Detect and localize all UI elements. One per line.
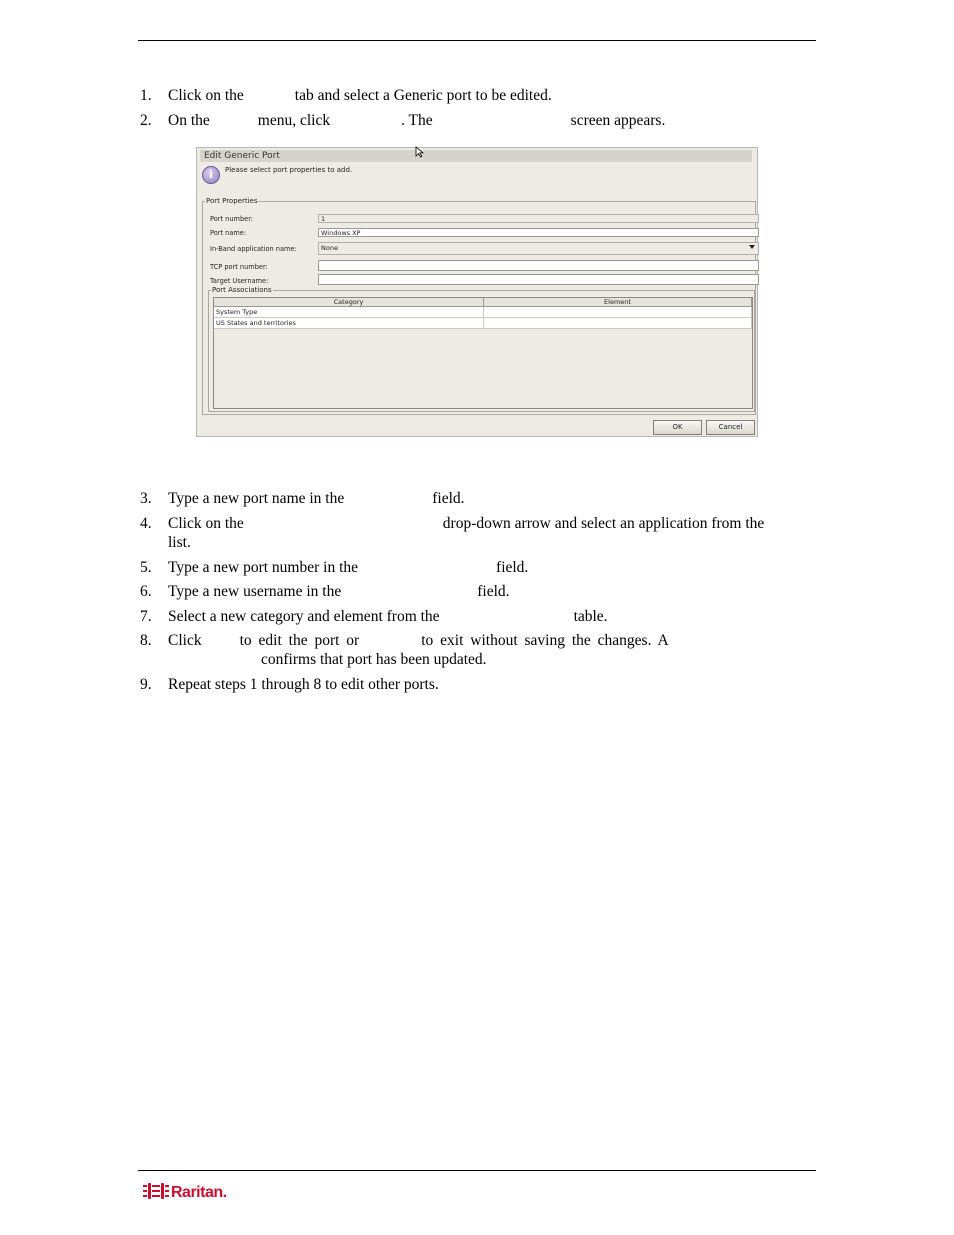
step-text: Repeat steps 1 through 8 to edit other ports.: [168, 676, 439, 693]
step-text: Type a new username in the: [168, 583, 342, 600]
svg-text:Raritan.: Raritan.: [171, 1184, 227, 1201]
step-text: field.: [432, 490, 465, 507]
step-text: to edit the port or: [239, 632, 360, 649]
step-number: 7.: [140, 608, 152, 625]
step-continuation: list.: [168, 534, 191, 551]
step-text: On the: [168, 112, 210, 129]
table-row[interactable]: [214, 318, 752, 329]
footer-rule: [138, 1170, 816, 1171]
step-number: 9.: [140, 676, 152, 693]
port-properties-legend: Port Properties: [206, 197, 258, 205]
inband-application-value: None: [321, 244, 338, 252]
step-continuation: confirms that port has been updated.: [261, 651, 487, 668]
step-text: table.: [573, 608, 608, 625]
step-number: 3.: [140, 490, 152, 507]
mouse-cursor-icon: [415, 146, 424, 158]
ok-button[interactable]: OK: [653, 420, 702, 435]
table-row[interactable]: [214, 307, 752, 318]
chevron-down-icon[interactable]: [749, 245, 755, 249]
port-associations-group: [208, 286, 755, 412]
step-text: Click on the: [168, 87, 244, 104]
column-header-category[interactable]: Category: [214, 298, 484, 307]
edit-generic-port-dialog: [196, 147, 758, 437]
dialog-message: Please select port properties to add.: [225, 166, 353, 174]
port-number-field: 1: [318, 214, 759, 223]
element-cell[interactable]: [484, 307, 752, 317]
step-text: field.: [496, 559, 529, 576]
category-cell[interactable]: US States and territories: [214, 318, 484, 328]
step-text: Click on the: [168, 515, 244, 532]
inband-application-label: In-Band application name:: [210, 245, 297, 253]
step-number: 1.: [140, 87, 152, 104]
port-number-label: Port number:: [210, 215, 254, 223]
target-username-input[interactable]: [318, 274, 759, 285]
step-text: Click: [168, 632, 202, 649]
element-cell[interactable]: [484, 318, 752, 328]
category-cell[interactable]: System Type: [214, 307, 484, 317]
raritan-logo: [143, 1180, 253, 1202]
step-text: tab and select a Generic port to be edited.: [294, 87, 552, 104]
column-header-element[interactable]: Element: [484, 298, 752, 307]
step-text: screen appears.: [570, 112, 666, 129]
tcp-port-input[interactable]: [318, 260, 759, 271]
dialog-title: Edit Generic Port: [200, 150, 752, 162]
port-properties-group: [202, 197, 756, 415]
step-text: . The: [401, 112, 433, 129]
info-icon: i: [202, 166, 220, 184]
tcp-port-label: TCP port number:: [210, 263, 268, 271]
step-text: to exit without saving the changes. A: [421, 632, 669, 649]
target-username-label: Target Username:: [210, 277, 269, 285]
step-text: drop-down arrow and select an application from the: [442, 515, 765, 532]
inband-application-select[interactable]: [318, 242, 759, 255]
step-text: menu, click: [257, 112, 331, 129]
port-name-label: Port name:: [210, 229, 247, 237]
step-number: 2.: [140, 112, 152, 129]
step-text: Type a new port name in the: [168, 490, 345, 507]
step-number: 6.: [140, 583, 152, 600]
step-text: Select a new category and element from the: [168, 608, 440, 625]
step-text: Type a new port number in the: [168, 559, 359, 576]
port-name-input[interactable]: Windows XP: [318, 228, 759, 237]
cancel-button[interactable]: Cancel: [706, 420, 755, 435]
associations-table: [213, 297, 753, 409]
port-associations-legend: Port Associations: [212, 286, 272, 294]
step-number: 5.: [140, 559, 152, 576]
step-number: 4.: [140, 515, 152, 532]
step-number: 8.: [140, 632, 152, 649]
step-text: field.: [477, 583, 510, 600]
header-rule: [138, 40, 816, 41]
